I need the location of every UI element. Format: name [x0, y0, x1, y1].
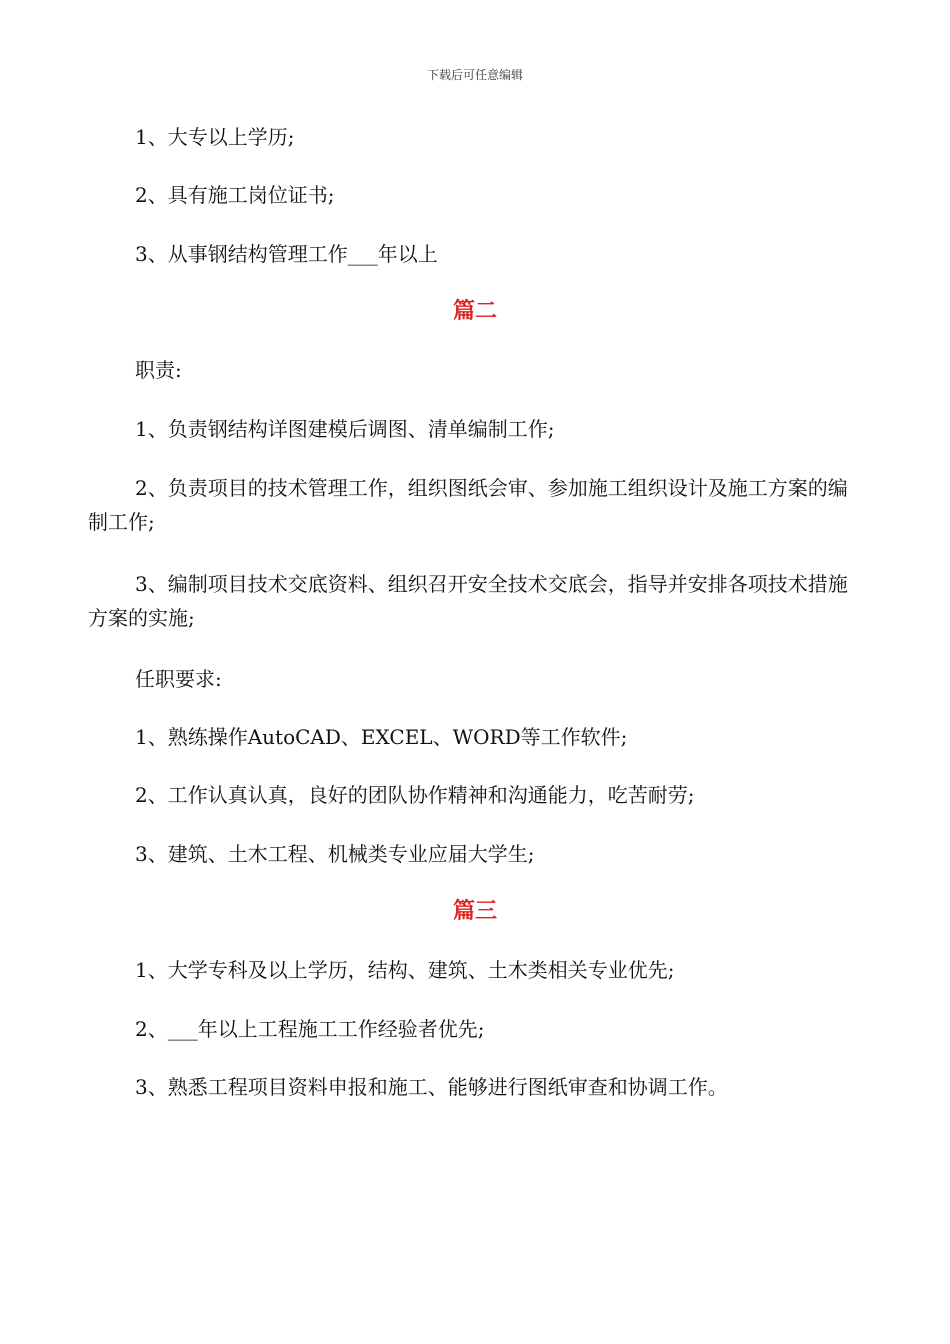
section3-item-2: 2、___年以上工程施工工作经验者优先;: [135, 1017, 485, 1041]
section3-item-1: 1、大学专科及以上学历，结构、建筑、土木类相关专业优先;: [135, 958, 675, 982]
section3-item-3: 3、熟悉工程项目资料申报和施工、能够进行图纸审查和协调工作。: [135, 1075, 728, 1099]
duty-item-3: 3、编制项目技术交底资料、组织召开安全技术交底会，指导并安排各项技术措施方案的实施;: [88, 572, 848, 630]
duty-item-2: 2、负责项目的技术管理工作，组织图纸会审、参加施工组织设计及施工方案的编制工作;: [88, 476, 848, 534]
header-note: 下载后可任意编辑: [426, 68, 523, 82]
section-title-3: 篇三: [452, 899, 497, 924]
requirement-item-2: 2、具有施工岗位证书;: [135, 183, 335, 207]
requirement-item-1: 1、大专以上学历;: [135, 125, 295, 149]
duties-label: 职责:: [135, 358, 182, 382]
requirement-item-3: 3、从事钢结构管理工作___年以上: [135, 242, 438, 266]
requirement2-item-1: 1、熟练操作AutoCAD、EXCEL、WORD等工作软件;: [135, 725, 628, 749]
requirements-label: 任职要求:: [135, 667, 222, 691]
requirement2-item-2: 2、工作认真认真，良好的团队协作精神和沟通能力，吃苦耐劳;: [135, 783, 695, 807]
duty-item-1: 1、负责钢结构详图建模后调图、清单编制工作;: [135, 417, 555, 441]
section-title-2: 篇二: [452, 299, 497, 324]
requirement2-item-3: 3、建筑、土木工程、机械类专业应届大学生;: [135, 842, 535, 866]
